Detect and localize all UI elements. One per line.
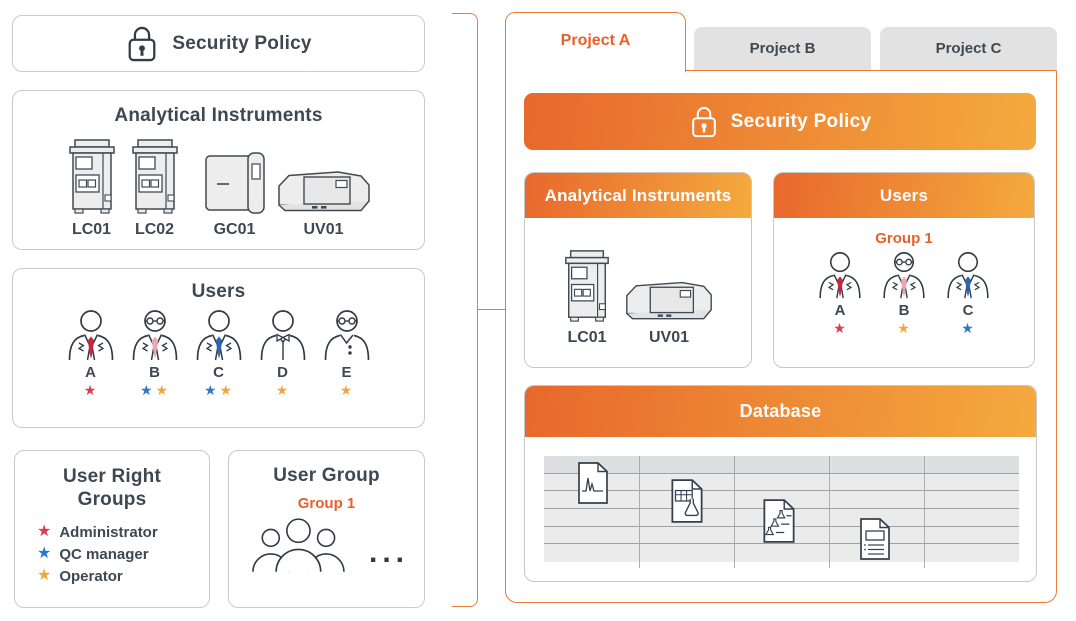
user-a [808, 251, 872, 335]
instrument-lc02 [129, 137, 181, 239]
instrument-gc01 [203, 151, 267, 239]
star-icon: ★ [897, 320, 911, 336]
project-users-row [774, 251, 1034, 335]
people-group-icon [244, 516, 360, 574]
user-name: A [85, 364, 96, 381]
user-name: E [341, 364, 352, 381]
user-right-legend [37, 521, 209, 587]
star-icon: ★ [275, 382, 290, 398]
legend-label: Operator [59, 567, 123, 585]
sequence-file-icon [761, 498, 797, 544]
legend-row-administrator [37, 521, 209, 543]
star-icon: ★ [83, 382, 98, 398]
instrument-uv01 [276, 163, 372, 239]
person-icon [319, 309, 375, 361]
project-instrument-row [525, 248, 751, 347]
table-row [544, 474, 1019, 492]
table-column-divider [734, 456, 735, 568]
user-stars [84, 383, 98, 397]
title-line-2: Groups [77, 489, 147, 510]
group-row [229, 516, 424, 574]
security-policy-card [12, 15, 425, 72]
security-policy-label: Security Policy [172, 32, 312, 54]
project-instruments-card [524, 172, 752, 368]
user-stars [340, 383, 354, 397]
tab-project-c[interactable]: Project C [880, 27, 1057, 71]
person-icon [878, 251, 930, 299]
users-row [13, 309, 424, 397]
analytical-instruments-card [12, 90, 425, 250]
project-security-policy-banner [524, 93, 1036, 150]
instrument-lc01 [562, 248, 612, 347]
user-name: A [834, 302, 846, 319]
star-icon: ★ [219, 382, 234, 398]
method-file-icon [669, 478, 705, 524]
legend-row-operator [37, 565, 209, 587]
legend-row-qc-manager [37, 543, 209, 565]
instrument-label: UV01 [303, 221, 344, 238]
banner-label: Security Policy [730, 110, 872, 132]
star-icon: ★ [833, 320, 847, 336]
project-users-card [773, 172, 1035, 368]
person-icon [63, 309, 119, 361]
person-icon [191, 309, 247, 361]
user-stars [897, 321, 911, 335]
user-group-title: User Group [273, 465, 380, 486]
lc-instrument-icon [66, 137, 118, 215]
user-right-groups-card [14, 450, 210, 608]
table-column-divider [829, 456, 830, 568]
user-c [936, 251, 1000, 335]
user-e [315, 309, 379, 397]
user-b [123, 309, 187, 397]
ellipsis: ... [368, 536, 409, 569]
report-file-icon [857, 517, 893, 561]
users-title: Users [191, 281, 246, 302]
instrument-label: LC01 [71, 221, 112, 238]
title-line-1: User Right [62, 466, 162, 487]
table-row [544, 544, 1019, 562]
project-users-header: Users [774, 173, 1034, 218]
uv-instrument-icon [624, 274, 714, 323]
project-database-card [524, 385, 1037, 582]
gc-instrument-icon [203, 151, 267, 215]
users-card [12, 268, 425, 428]
table-row [544, 456, 1019, 474]
user-stars [204, 383, 233, 397]
user-name: C [962, 302, 974, 319]
user-d [251, 309, 315, 397]
tab-project-b[interactable]: Project B [694, 27, 871, 71]
star-icon: ★ [961, 320, 975, 336]
user-name: B [898, 302, 910, 319]
star-icon: ★ [37, 567, 53, 584]
person-icon [942, 251, 994, 299]
table-column-divider [639, 456, 640, 568]
tab-project-a[interactable]: Project A [505, 12, 686, 72]
user-stars [276, 383, 290, 397]
chromatogram-file-icon [576, 461, 610, 505]
table-column-divider [924, 456, 925, 568]
project-group1-label: Group 1 [875, 230, 933, 247]
star-icon: ★ [203, 382, 218, 398]
user-name: B [149, 364, 160, 381]
legend-label: Administrator [59, 523, 158, 541]
uv-instrument-icon [276, 163, 372, 215]
project-database-header: Database [525, 386, 1036, 437]
star-icon: ★ [139, 382, 154, 398]
instrument-uv01 [624, 274, 714, 347]
person-icon [255, 309, 311, 361]
instrument-row [13, 137, 424, 239]
legend-label: QC manager [59, 545, 149, 563]
instrument-label: GC01 [213, 221, 256, 238]
person-icon [814, 251, 866, 299]
lock-icon [125, 24, 159, 64]
instrument-label: LC02 [134, 221, 175, 238]
user-name: D [277, 364, 288, 381]
user-stars [961, 321, 975, 335]
instrument-label: UV01 [648, 329, 690, 346]
star-icon: ★ [155, 382, 170, 398]
star-icon: ★ [37, 545, 53, 562]
lock-icon [689, 104, 719, 140]
user-b [872, 251, 936, 335]
bracket-connector-line [477, 309, 505, 310]
user-name: C [213, 364, 224, 381]
user-right-groups-title [15, 465, 209, 511]
user-stars [140, 383, 169, 397]
user-group-card [228, 450, 425, 608]
analytical-instruments-title: Analytical Instruments [114, 105, 323, 126]
star-icon: ★ [339, 382, 354, 398]
instrument-lc01 [66, 137, 118, 239]
grouping-bracket [452, 13, 478, 607]
lc-instrument-icon [129, 137, 181, 215]
star-icon: ★ [37, 523, 53, 540]
project-instruments-header: Analytical Instruments [525, 173, 751, 218]
user-a [59, 309, 123, 397]
user-c [187, 309, 251, 397]
lc-instrument-icon [562, 248, 612, 323]
instrument-label: LC01 [567, 329, 607, 346]
person-icon [127, 309, 183, 361]
user-stars [833, 321, 847, 335]
group1-label: Group 1 [297, 495, 356, 512]
